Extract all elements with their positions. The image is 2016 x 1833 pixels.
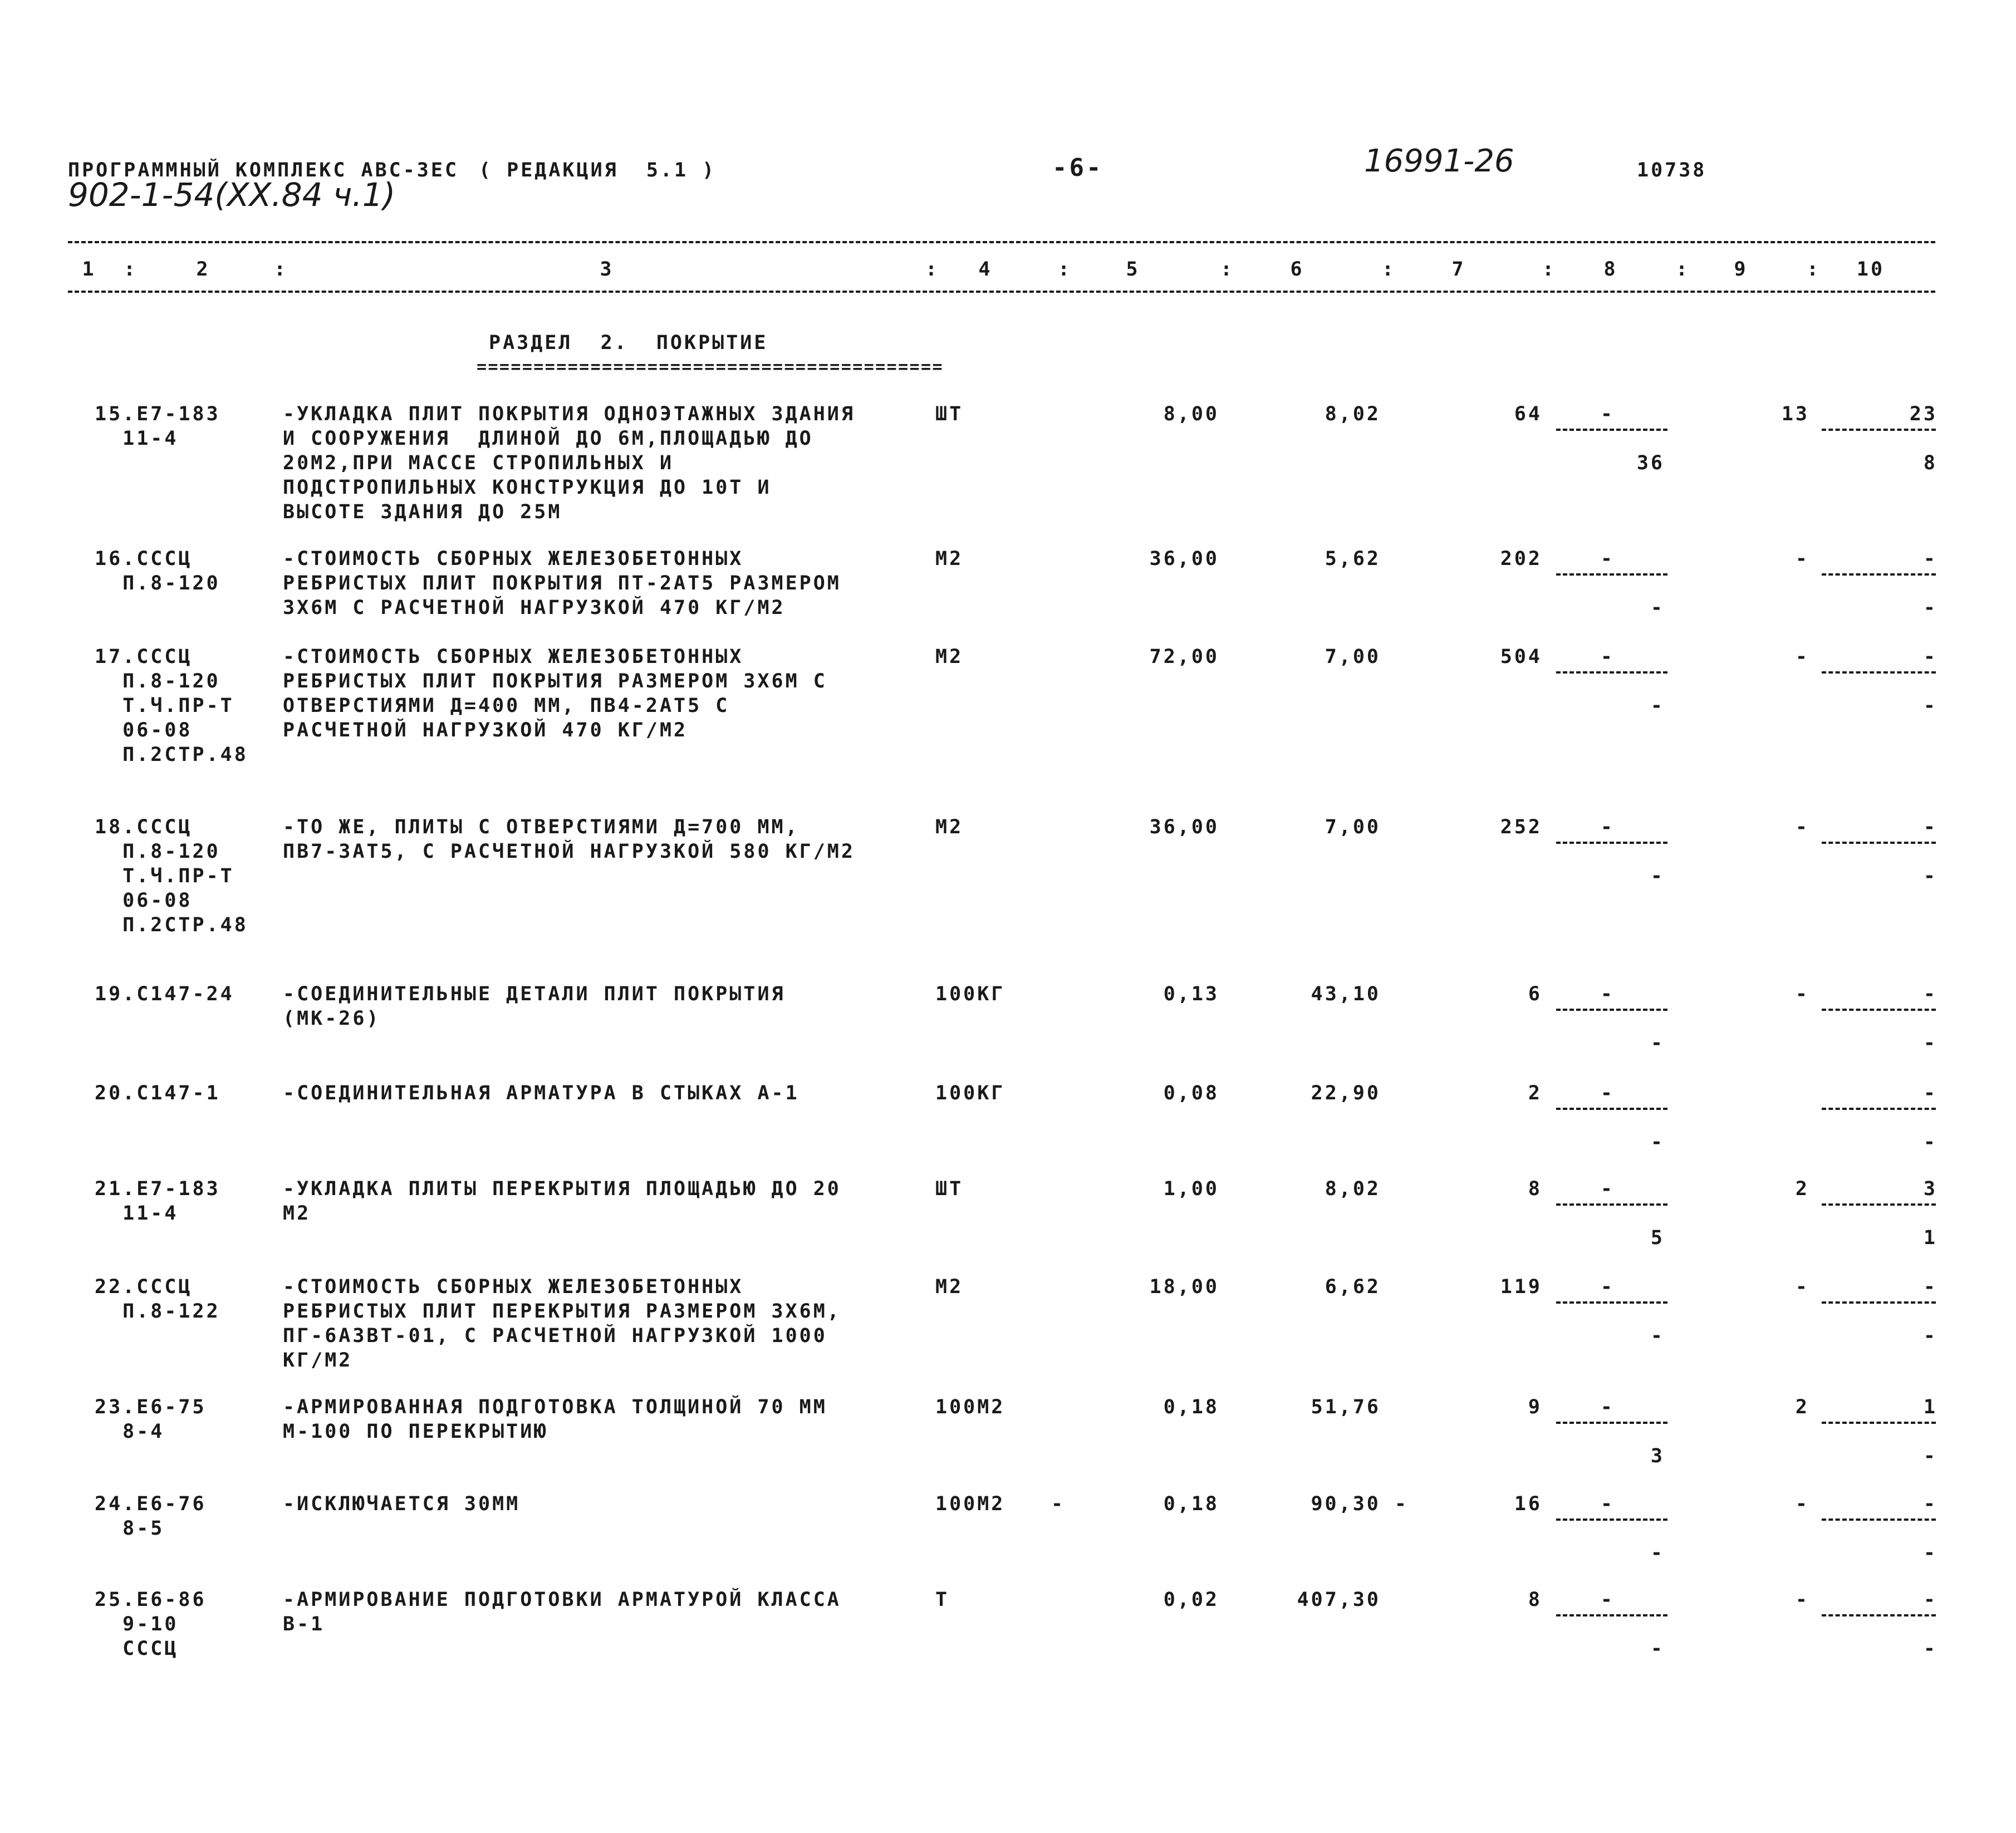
col10-top: - xyxy=(1923,1276,1937,1298)
row-unit-price: 8,02 xyxy=(1325,1178,1381,1200)
row-code: 11-4 xyxy=(95,1202,179,1225)
col9-value: - xyxy=(1795,1493,1809,1515)
col8-top: - xyxy=(1600,646,1615,668)
row-unit: 100М2 xyxy=(935,1493,1005,1515)
row-description: ПВ7-3АТ5, С РАСЧЕТНОЙ НАГРУЗКОЙ 580 КГ/М2 xyxy=(283,841,855,863)
row-unit: ШТ xyxy=(935,1178,964,1200)
column-separator: : xyxy=(124,258,138,281)
row-description: И СООРУЖЕНИЯ ДЛИНОЙ ДО 6М,ПЛОЩАДЬЮ ДО xyxy=(283,427,813,450)
row-unit: М2 xyxy=(935,1276,964,1298)
row-code: 06-08 xyxy=(95,719,193,741)
row-total: 9 xyxy=(1528,1396,1542,1418)
row-code: 24.Е6-76 xyxy=(95,1493,207,1515)
fraction-line xyxy=(1822,1519,1936,1521)
row-code: 25.Е6-86 xyxy=(95,1589,207,1611)
column-separator: : xyxy=(274,258,288,281)
row-description: РЕБРИСТЫХ ПЛИТ ПОКРЫТИЯ РАЗМЕРОМ 3Х6М С xyxy=(283,670,827,692)
fraction-line xyxy=(1556,1614,1667,1616)
col10-top: - xyxy=(1923,1589,1937,1611)
col10-bottom: 8 xyxy=(1923,452,1937,474)
row-description: М-100 ПО ПЕРЕКРЫТИЮ xyxy=(283,1421,548,1443)
fraction-line xyxy=(1822,1614,1936,1616)
row-total: 16 xyxy=(1514,1493,1542,1515)
section-title: РАЗДЕЛ 2. ПОКРЫТИЕ xyxy=(489,332,768,354)
col8-top: - xyxy=(1600,1493,1615,1515)
row-unit-price: 8,02 xyxy=(1325,403,1381,425)
section-underline: ========================================= xyxy=(477,357,944,377)
col8-bottom: - xyxy=(1650,597,1665,619)
row-code: П.8-122 xyxy=(95,1300,220,1323)
row-code: 21.Е7-183 xyxy=(95,1178,220,1200)
row-code: П.8-120 xyxy=(95,841,220,863)
column-separator: : xyxy=(925,258,940,281)
column-header: 9 xyxy=(1734,258,1748,281)
row-code: Т.Ч.ПР-Т xyxy=(95,695,234,717)
col10-bottom: - xyxy=(1923,1325,1937,1347)
row-unit-price: 407,30 xyxy=(1297,1589,1381,1611)
col8-top: - xyxy=(1600,403,1615,425)
handwritten-number: 16991-26 xyxy=(1364,143,1514,179)
header-rule-bottom xyxy=(68,291,1935,293)
row-total: 202 xyxy=(1500,548,1542,570)
page-number: -6- xyxy=(1052,154,1103,182)
column-header: 1 xyxy=(82,258,96,281)
row-quantity: 72,00 xyxy=(1149,646,1219,668)
col8-bottom: 36 xyxy=(1636,452,1665,474)
row-code: П.8-120 xyxy=(95,572,220,594)
row-code: 8-5 xyxy=(95,1517,165,1540)
fraction-line xyxy=(1822,671,1936,674)
row-unit: М2 xyxy=(935,548,964,570)
col8-top: - xyxy=(1600,1276,1615,1298)
col10-bottom: - xyxy=(1923,1445,1937,1467)
col9-value: 13 xyxy=(1781,403,1809,425)
row-total: 119 xyxy=(1500,1276,1542,1298)
col8-top: - xyxy=(1600,548,1615,570)
fraction-line xyxy=(1556,1301,1667,1304)
row-total: 8 xyxy=(1528,1178,1542,1200)
col10-bottom: - xyxy=(1923,865,1937,887)
column-header: 10 xyxy=(1856,258,1885,281)
row-unit: 100М2 xyxy=(935,1396,1005,1418)
fraction-line xyxy=(1556,671,1667,674)
column-header: 3 xyxy=(600,258,614,281)
row-quantity: 1,00 xyxy=(1163,1178,1219,1200)
col10-bottom: - xyxy=(1923,1638,1937,1660)
fraction-line xyxy=(1822,1108,1936,1110)
fraction-line xyxy=(1822,429,1936,431)
row-total: 504 xyxy=(1500,646,1542,668)
row-description: -ТО ЖЕ, ПЛИТЫ С ОТВЕРСТИЯМИ Д=700 ММ, xyxy=(283,816,799,838)
col10-bottom: 1 xyxy=(1923,1227,1937,1249)
column-separator: : xyxy=(1676,258,1690,281)
col10-bottom: - xyxy=(1923,1032,1937,1054)
col8-bottom: - xyxy=(1650,865,1665,887)
row-description: РАСЧЕТНОЙ НАГРУЗКОЙ 470 КГ/М2 xyxy=(283,719,688,741)
row-total: 6 xyxy=(1528,983,1542,1005)
col10-top: - xyxy=(1923,646,1937,668)
row-code: 15.Е7-183 xyxy=(95,403,220,425)
row-description: -УКЛАДКА ПЛИТ ПОКРЫТИЯ ОДНОЭТАЖНЫХ ЗДАНИЯ xyxy=(283,403,855,425)
column-header: 4 xyxy=(978,258,993,281)
row-description: -СОЕДИНИТЕЛЬНЫЕ ДЕТАЛИ ПЛИТ ПОКРЫТИЯ xyxy=(283,983,786,1005)
fraction-line xyxy=(1822,842,1936,844)
fraction-line xyxy=(1556,1108,1667,1110)
row-description: -СТОИМОСТЬ СБОРНЫХ ЖЕЛЕЗОБЕТОННЫХ xyxy=(283,646,744,668)
row-code: 20.С147-1 xyxy=(95,1082,220,1104)
row-quantity: 36,00 xyxy=(1149,816,1219,838)
row-unit: М2 xyxy=(935,646,964,668)
col10-top: 1 xyxy=(1923,1396,1937,1418)
col10-top: - xyxy=(1923,983,1937,1005)
row-description: -АРМИРОВАНИЕ ПОДГОТОВКИ АРМАТУРОЙ КЛАССА xyxy=(283,1589,841,1611)
row-unit: М2 xyxy=(935,816,964,838)
col10-top: - xyxy=(1923,816,1937,838)
row-description: 3Х6М С РАСЧЕТНОЙ НАГРУЗКОЙ 470 КГ/М2 xyxy=(283,597,786,619)
col8-bottom: - xyxy=(1650,1032,1665,1054)
col10-top: 23 xyxy=(1909,403,1937,425)
col9-value: - xyxy=(1795,1589,1809,1611)
column-header: 6 xyxy=(1290,258,1304,281)
fraction-line xyxy=(1556,1203,1667,1206)
col10-top: 3 xyxy=(1923,1178,1937,1200)
fraction-line xyxy=(1822,1203,1936,1206)
row-quantity: 0,08 xyxy=(1163,1082,1219,1104)
row-unit: 100КГ xyxy=(935,983,1005,1005)
col9-value: 2 xyxy=(1795,1178,1809,1200)
column-header: 5 xyxy=(1126,258,1140,281)
row-code: 18.СССЦ xyxy=(95,816,193,838)
row-description: -УКЛАДКА ПЛИТЫ ПЕРЕКРЫТИЯ ПЛОЩАДЬЮ ДО 20 xyxy=(283,1178,841,1200)
row-unit: Т xyxy=(935,1589,950,1611)
col8-bottom: - xyxy=(1650,1638,1665,1660)
row-description: -ИСКЛЮЧАЕТСЯ 30ММ xyxy=(283,1493,521,1515)
header-rule-top xyxy=(68,241,1935,243)
col10-top: - xyxy=(1923,548,1937,570)
col8-bottom: - xyxy=(1650,1325,1665,1347)
row-code: 19.С147-24 xyxy=(95,983,234,1005)
row-unit: ШТ xyxy=(935,403,964,425)
col8-bottom: - xyxy=(1650,1131,1665,1153)
row-code: 11-4 xyxy=(95,427,179,450)
row-description: -СТОИМОСТЬ СБОРНЫХ ЖЕЛЕЗОБЕТОННЫХ xyxy=(283,548,744,570)
col9-value: - xyxy=(1795,646,1809,668)
col8-top: - xyxy=(1600,1178,1615,1200)
column-header: 2 xyxy=(196,258,210,281)
column-separator: : xyxy=(1542,258,1557,281)
fraction-line xyxy=(1556,1422,1667,1424)
row-code: 16.СССЦ xyxy=(95,548,193,570)
row-code: 22.СССЦ xyxy=(95,1276,193,1298)
program-title: ПРОГРАММНЫЙ КОМПЛЕКС АВС-ЗЕС xyxy=(68,159,459,181)
col9-value: - xyxy=(1795,983,1809,1005)
document-code: 10738 xyxy=(1637,159,1707,181)
col10-top: - xyxy=(1923,1082,1937,1104)
row-unit-price: 43,10 xyxy=(1311,983,1381,1005)
row-unit: 100КГ xyxy=(935,1082,1005,1104)
row-unit-minus: - xyxy=(1051,1493,1066,1515)
fraction-line xyxy=(1556,1519,1667,1521)
row-code: 9-10 xyxy=(95,1613,179,1635)
col9-value: - xyxy=(1795,816,1809,838)
col8-top: - xyxy=(1600,1082,1615,1104)
col8-top: - xyxy=(1600,983,1615,1005)
fraction-line xyxy=(1556,573,1667,576)
fraction-line xyxy=(1556,842,1667,844)
col8-top: - xyxy=(1600,816,1615,838)
col8-top: - xyxy=(1600,1589,1615,1611)
row-description: 20М2,ПРИ МАССЕ СТРОПИЛЬНЫХ И xyxy=(283,452,674,474)
row-description: -СТОИМОСТЬ СБОРНЫХ ЖЕЛЕЗОБЕТОННЫХ xyxy=(283,1276,744,1298)
row-total: 64 xyxy=(1514,403,1542,425)
handwritten-project: 902-1-54(ХХ.84 ч.1) xyxy=(68,176,396,214)
fraction-line xyxy=(1556,429,1667,431)
column-separator: : xyxy=(1382,258,1396,281)
row-description: ВЫСОТЕ ЗДАНИЯ ДО 25М xyxy=(283,501,562,523)
fraction-line xyxy=(1556,1009,1667,1011)
row-code: П.8-120 xyxy=(95,670,220,692)
col10-bottom: - xyxy=(1923,597,1937,619)
row-description: ОТВЕРСТИЯМИ Д=400 ММ, ПВ4-2АТ5 С xyxy=(283,695,730,717)
fraction-line xyxy=(1822,573,1936,576)
row-code: Т.Ч.ПР-Т xyxy=(95,865,234,887)
col9-value: - xyxy=(1795,1276,1809,1298)
row-total: 2 xyxy=(1528,1082,1542,1104)
row-code: 23.Е6-75 xyxy=(95,1396,207,1418)
row-quantity: 0,18 xyxy=(1163,1396,1219,1418)
row-description: РЕБРИСТЫХ ПЛИТ ПОКРЫТИЯ ПТ-2АТ5 РАЗМЕРОМ xyxy=(283,572,841,594)
edition-label: ( РЕДАКЦИЯ 5.1 ) xyxy=(479,159,717,181)
row-code: П.2СТР.48 xyxy=(95,744,248,766)
row-quantity: 36,00 xyxy=(1149,548,1219,570)
fraction-line xyxy=(1822,1301,1936,1304)
row-unit-price: 7,00 xyxy=(1325,816,1381,838)
row-unit-price: 51,76 xyxy=(1311,1396,1381,1418)
col10-bottom: - xyxy=(1923,1542,1937,1564)
row-quantity: 0,13 xyxy=(1163,983,1219,1005)
col8-top: - xyxy=(1600,1396,1615,1418)
row-description: В-1 xyxy=(283,1613,325,1635)
row-code: 8-4 xyxy=(95,1421,165,1443)
column-separator: : xyxy=(1807,258,1821,281)
col10-top: - xyxy=(1923,1493,1937,1515)
row-unit-price: 90,30 - xyxy=(1311,1493,1409,1515)
col10-bottom: - xyxy=(1923,1131,1937,1153)
row-unit-price: 6,62 xyxy=(1325,1276,1381,1298)
column-header: 7 xyxy=(1451,258,1466,281)
col9-value: 2 xyxy=(1795,1396,1809,1418)
row-code: 06-08 xyxy=(95,890,193,912)
row-description: РЕБРИСТЫХ ПЛИТ ПЕРЕКРЫТИЯ РАЗМЕРОМ 3Х6М, xyxy=(283,1300,841,1323)
row-description: ПГ-6А3ВТ-01, С РАСЧЕТНОЙ НАГРУЗКОЙ 1000 xyxy=(283,1325,827,1347)
row-code: 17.СССЦ xyxy=(95,646,193,668)
row-unit-price: 7,00 xyxy=(1325,646,1381,668)
row-quantity: 18,00 xyxy=(1149,1276,1219,1298)
column-header: 8 xyxy=(1603,258,1618,281)
col8-bottom: - xyxy=(1650,695,1665,717)
col8-bottom: 5 xyxy=(1650,1227,1665,1249)
fraction-line xyxy=(1822,1422,1936,1424)
row-code: СССЦ xyxy=(95,1638,179,1660)
row-unit-price: 5,62 xyxy=(1325,548,1381,570)
row-total: 252 xyxy=(1500,816,1542,838)
col9-value: - xyxy=(1795,548,1809,570)
row-quantity: 8,00 xyxy=(1163,403,1219,425)
row-description: М2 xyxy=(283,1202,311,1225)
column-separator: : xyxy=(1220,258,1235,281)
col10-bottom: - xyxy=(1923,695,1937,717)
row-total: 8 xyxy=(1528,1589,1542,1611)
row-description: ПОДСТРОПИЛЬНЫХ КОНСТРУКЦИЯ ДО 10Т И xyxy=(283,476,772,499)
row-code: П.2СТР.48 xyxy=(95,914,248,936)
row-description: -АРМИРОВАННАЯ ПОДГОТОВКА ТОЛЩИНОЙ 70 ММ xyxy=(283,1396,827,1418)
row-description: (МК-26) xyxy=(283,1008,381,1030)
row-quantity: 0,18 xyxy=(1163,1493,1219,1515)
column-separator: : xyxy=(1058,258,1072,281)
row-quantity: 0,02 xyxy=(1163,1589,1219,1611)
row-description: -СОЕДИНИТЕЛЬНАЯ АРМАТУРА В СТЫКАХ А-1 xyxy=(283,1082,799,1104)
col8-bottom: 3 xyxy=(1650,1445,1665,1467)
col8-bottom: - xyxy=(1650,1542,1665,1564)
row-unit-price: 22,90 xyxy=(1311,1082,1381,1104)
row-description: КГ/М2 xyxy=(283,1349,353,1372)
fraction-line xyxy=(1822,1009,1936,1011)
